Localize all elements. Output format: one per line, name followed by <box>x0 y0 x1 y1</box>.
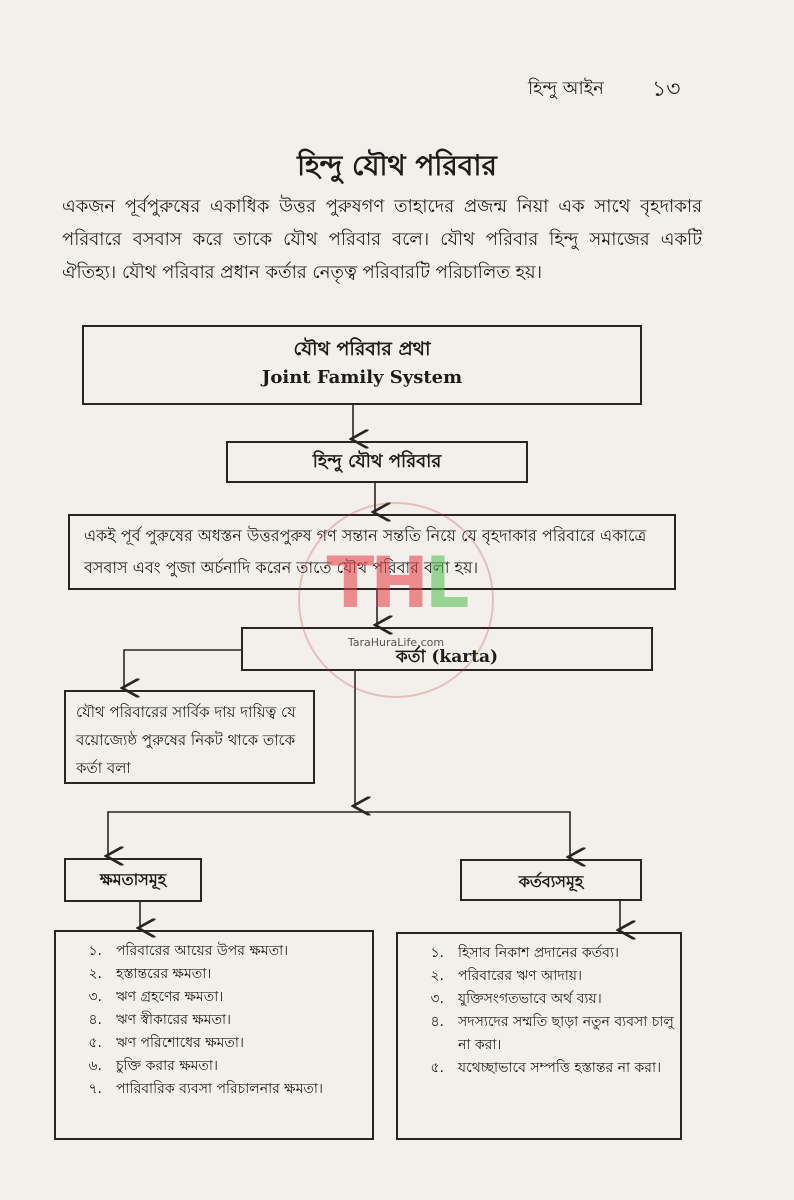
powers-item <box>62 1032 366 1055</box>
powers-heading-box: ক্ষমতাসমূহ <box>64 858 202 902</box>
duties-item-number: ২. <box>430 968 444 984</box>
duties-item-text: সদস্যদের সম্মতি ছাড়া নতুন ব্যবসা চালু না করা। <box>458 1014 674 1053</box>
powers-list <box>62 940 366 1101</box>
powers-item-number: ৩. <box>88 989 102 1005</box>
duties-list <box>404 942 674 1080</box>
powers-item <box>62 1078 366 1101</box>
definition-box: একই পূর্ব পুরুষের অধস্তন উত্তরপুরুষ গণ সন্তান সন্ততি নিয়ে যে বৃহদাকার পরিবারে একাত্রে বসবাস এবং পুজা অর্চনাদি করেন তাতে যৌথ পরিবার বলা হয়। <box>68 514 676 590</box>
duties-item-number: ৫. <box>430 1060 444 1076</box>
duties-item-text: যথেচ্ছাভাবে সম্পত্তি হস্তান্তর না করা। <box>458 1060 662 1076</box>
joint-family-system-en: Joint Family System <box>261 367 463 388</box>
page-title: হিন্দু যৌথ পরিবার <box>297 149 497 182</box>
hindu-joint-family-box: হিন্দু যৌথ পরিবার <box>226 441 528 483</box>
powers-item-text: হস্তান্তরের ক্ষমতা। <box>116 966 212 982</box>
duties-item-text: পরিবারের ঋণ আদায়। <box>458 968 583 984</box>
powers-item-number: ৪. <box>88 1012 102 1028</box>
powers-item-text: পরিবারের আয়ের উপর ক্ষমতা। <box>116 943 289 959</box>
powers-item <box>62 1009 366 1032</box>
powers-item-text: ঋণ স্বীকারের ক্ষমতা। <box>116 1012 232 1028</box>
running-header: হিন্দু আইন <box>528 78 604 99</box>
duties-heading-box: কর্তব্যসমূহ <box>460 859 642 901</box>
karta-box <box>241 627 653 671</box>
karta-bn: কর্তা <box>395 647 426 667</box>
duties-item <box>404 965 674 988</box>
joint-family-system-box <box>82 325 642 405</box>
duties-item-text: হিসাব নিকাশ প্রদানের কর্তব্য। <box>458 945 620 961</box>
duties-item <box>404 988 674 1011</box>
duties-item <box>404 1057 674 1080</box>
duties-item-number: ৩. <box>430 991 444 1007</box>
powers-item-text: ঋণ পরিশোধের ক্ষমতা। <box>116 1035 244 1051</box>
page-number: ১৩ <box>652 77 681 102</box>
karta-definition-box: যৌথ পরিবারের সার্বিক দায় দায়িত্ব যে বয়োজ্যেষ্ঠ পুরুষের নিকট থাকে তাকে কর্তা বলা <box>64 690 315 784</box>
powers-item <box>62 940 366 963</box>
watermark-site: TaraHuraLife.com <box>347 636 445 649</box>
powers-item <box>62 963 366 986</box>
duties-item <box>404 1011 674 1057</box>
duties-list-box <box>396 932 682 1140</box>
intro-paragraph: একজন পূর্বপুরুষের একাধিক উত্তর পুরুষগণ তাহাদের প্রজন্ম নিয়া এক সাথে বৃহদাকার পরিবারে বসবাস করে তাকে যৌথ পরিবার বলে। যৌথ পরিবার হিন্দু সমাজের একটি ঐতিহ্য। যৌথ পরিবার প্রধান কর্তার নেতৃত্ব পরিবারটি পরিচালিত হয়। <box>62 196 702 283</box>
arrow-split-left <box>108 812 355 856</box>
arrow-split-right <box>355 812 570 857</box>
powers-item-text: চুক্তি করার ক্ষমতা। <box>116 1058 219 1074</box>
powers-item <box>62 1055 366 1078</box>
powers-item-number: ২. <box>88 966 102 982</box>
karta-en: (karta) <box>431 647 499 667</box>
watermark-letters: THL <box>326 542 466 624</box>
powers-item-text: পারিবারিক ব্যবসা পরিচালনার ক্ষমতা। <box>116 1081 323 1097</box>
duties-item-number: ১. <box>430 945 444 961</box>
duties-item-text: যুক্তিসংগতভাবে অর্থ ব্যয়। <box>458 991 602 1007</box>
arrow-karta-to-karta-definition <box>124 650 241 688</box>
powers-item-number: ৭. <box>88 1081 102 1097</box>
duties-item <box>404 942 674 965</box>
powers-item-text: ঋণ গ্রহণের ক্ষমতা। <box>116 989 224 1005</box>
powers-item-number: ৬. <box>88 1058 102 1074</box>
powers-item-number: ৫. <box>88 1035 102 1051</box>
duties-item-number: ৪. <box>430 1014 444 1030</box>
powers-item-number: ১. <box>88 943 102 959</box>
joint-family-system-bn: যৌথ পরিবার প্রথা <box>293 338 431 360</box>
powers-list-box <box>54 930 374 1140</box>
powers-item <box>62 986 366 1009</box>
